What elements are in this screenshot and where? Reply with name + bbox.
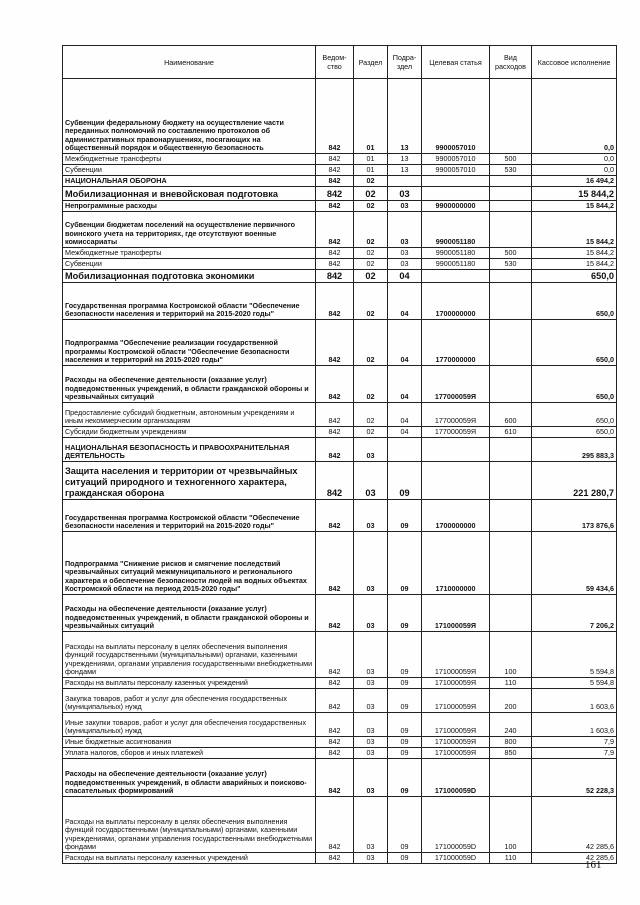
table-row xyxy=(63,532,617,595)
row-sum: 16 494,2 xyxy=(532,176,617,187)
row-sum: 173 876,6 xyxy=(532,500,617,532)
row-target: 171000059Я xyxy=(422,689,490,713)
row-name: Мобилизационная подготовка экономики xyxy=(63,270,316,283)
row-name: Расходы на выплаты персоналу казенных учреждений xyxy=(63,678,316,689)
row-target: 1710000000 xyxy=(422,532,490,595)
table-row xyxy=(63,176,617,187)
row-sum: 42 285,6 xyxy=(532,853,617,864)
row-dept: 842 xyxy=(316,737,354,748)
row-subsection: 09 xyxy=(388,595,422,632)
row-dept: 842 xyxy=(316,187,354,201)
row-type: 530 xyxy=(490,165,532,176)
row-type xyxy=(490,366,532,403)
row-subsection: 09 xyxy=(388,713,422,737)
page-number: 161 xyxy=(585,859,602,871)
row-section: 03 xyxy=(354,595,388,632)
row-section: 03 xyxy=(354,853,388,864)
table-row xyxy=(63,759,617,797)
row-name: Мобилизационная и вневойсковая подготовка xyxy=(63,187,316,201)
table-row xyxy=(63,248,617,259)
row-target: 9900057010 xyxy=(422,79,490,154)
row-section: 03 xyxy=(354,797,388,853)
row-target: 9900057010 xyxy=(422,165,490,176)
row-subsection xyxy=(388,176,422,187)
row-target: 177000059Я xyxy=(422,427,490,438)
row-name: Субсидии бюджетным учреждениям xyxy=(63,427,316,438)
table-row xyxy=(63,737,617,748)
row-section: 01 xyxy=(354,79,388,154)
row-section: 03 xyxy=(354,737,388,748)
row-name: Государственная программа Костромской области "Обеспечение безопасности населения и территорий на 2015-2020 годы" xyxy=(63,283,316,320)
row-subsection: 09 xyxy=(388,678,422,689)
table-row xyxy=(63,212,617,248)
row-subsection: 04 xyxy=(388,403,422,427)
row-sum: 650,0 xyxy=(532,427,617,438)
row-target: 171000059D xyxy=(422,853,490,864)
row-name: НАЦИОНАЛЬНАЯ ОБОРОНА xyxy=(63,176,316,187)
row-dept: 842 xyxy=(316,532,354,595)
row-subsection: 04 xyxy=(388,283,422,320)
row-section: 02 xyxy=(354,283,388,320)
row-section: 03 xyxy=(354,689,388,713)
row-dept: 842 xyxy=(316,403,354,427)
row-subsection: 03 xyxy=(388,212,422,248)
header-dept: Ведом-ство xyxy=(316,46,354,79)
table-row xyxy=(63,632,617,678)
row-target xyxy=(422,462,490,500)
row-target: 177000059Я xyxy=(422,366,490,403)
header-section: Раздел xyxy=(354,46,388,79)
row-dept: 842 xyxy=(316,79,354,154)
row-section: 03 xyxy=(354,678,388,689)
row-section: 02 xyxy=(354,248,388,259)
row-sum: 650,0 xyxy=(532,366,617,403)
row-target: 171000059Я xyxy=(422,595,490,632)
row-name: Расходы на выплаты персоналу в целях обеспечения выполнения функций государственными (муниципальными) органами, казенными учреждениями, органами управления государственными внебюджетными фондами xyxy=(63,797,316,853)
row-sum: 0,0 xyxy=(532,154,617,165)
table-body xyxy=(63,79,617,864)
row-type: 600 xyxy=(490,403,532,427)
row-section: 02 xyxy=(354,366,388,403)
row-subsection: 09 xyxy=(388,500,422,532)
row-target: 9900051180 xyxy=(422,259,490,270)
header-target: Целевая статья xyxy=(422,46,490,79)
row-section: 01 xyxy=(354,165,388,176)
row-dept: 842 xyxy=(316,270,354,283)
row-dept: 842 xyxy=(316,427,354,438)
row-subsection: 04 xyxy=(388,366,422,403)
row-section: 03 xyxy=(354,438,388,462)
row-dept: 842 xyxy=(316,248,354,259)
row-subsection: 04 xyxy=(388,320,422,366)
row-name: НАЦИОНАЛЬНАЯ БЕЗОПАСНОСТЬ И ПРАВООХРАНИТЕЛЬНАЯ ДЕЯТЕЛЬНОСТЬ xyxy=(63,438,316,462)
row-name: Расходы на обеспечение деятельности (оказание услуг) подведомственных учреждений, в области аварийных и поисково-спасательных формирований xyxy=(63,759,316,797)
row-type: 100 xyxy=(490,632,532,678)
header-subsection: Подра-здел xyxy=(388,46,422,79)
table-row xyxy=(63,187,617,201)
row-section: 02 xyxy=(354,320,388,366)
row-target: 9900000000 xyxy=(422,201,490,212)
row-subsection: 03 xyxy=(388,248,422,259)
row-sum: 15 844,2 xyxy=(532,248,617,259)
row-sum: 7,9 xyxy=(532,748,617,759)
row-name: Субвенции xyxy=(63,165,316,176)
table-row xyxy=(63,403,617,427)
row-target: 9900051180 xyxy=(422,212,490,248)
row-dept: 842 xyxy=(316,154,354,165)
row-type xyxy=(490,176,532,187)
row-type: 110 xyxy=(490,678,532,689)
table-row xyxy=(63,201,617,212)
row-name: Субвенции бюджетам поселений на осуществление первичного воинского учета на территориях, где отсутствуют военные комиссариаты xyxy=(63,212,316,248)
row-type xyxy=(490,759,532,797)
row-section: 02 xyxy=(354,270,388,283)
row-dept: 842 xyxy=(316,678,354,689)
row-type: 500 xyxy=(490,248,532,259)
table-row xyxy=(63,689,617,713)
row-dept: 842 xyxy=(316,165,354,176)
row-dept: 842 xyxy=(316,462,354,500)
row-dept: 842 xyxy=(316,320,354,366)
row-sum: 59 434,6 xyxy=(532,532,617,595)
row-sum: 15 844,2 xyxy=(532,201,617,212)
row-sum: 42 285,6 xyxy=(532,797,617,853)
row-sum: 650,0 xyxy=(532,320,617,366)
row-target: 171000059D xyxy=(422,759,490,797)
row-subsection: 09 xyxy=(388,689,422,713)
row-sum: 15 844,2 xyxy=(532,259,617,270)
row-name: Подпрограмма "Обеспечение реализации государственной программы Костромской области "Обеспечение безопасности населения и территорий на 2015-2020 годы" xyxy=(63,320,316,366)
row-sum: 1 603,6 xyxy=(532,689,617,713)
row-name: Иные бюджетные ассигнования xyxy=(63,737,316,748)
row-dept: 842 xyxy=(316,212,354,248)
row-target: 1700000000 xyxy=(422,500,490,532)
row-name: Субвенции федеральному бюджету на осуществление части переданных полномочий по составлению протоколов об административных правонарушениях, посягающих на общественный порядок и общественную безопасность xyxy=(63,79,316,154)
table-row xyxy=(63,270,617,283)
row-type: 200 xyxy=(490,689,532,713)
table-row xyxy=(63,500,617,532)
row-type xyxy=(490,320,532,366)
row-name: Непрограммные расходы xyxy=(63,201,316,212)
row-type: 110 xyxy=(490,853,532,864)
row-type xyxy=(490,201,532,212)
row-section: 02 xyxy=(354,212,388,248)
row-dept: 842 xyxy=(316,759,354,797)
table-row xyxy=(63,320,617,366)
table-row xyxy=(63,713,617,737)
row-type xyxy=(490,187,532,201)
row-subsection: 09 xyxy=(388,737,422,748)
row-target: 171000059Я xyxy=(422,713,490,737)
row-target: 9900057010 xyxy=(422,154,490,165)
row-type: 500 xyxy=(490,154,532,165)
table-row xyxy=(63,427,617,438)
row-target xyxy=(422,270,490,283)
row-subsection: 13 xyxy=(388,79,422,154)
row-type: 800 xyxy=(490,737,532,748)
table-row xyxy=(63,853,617,864)
row-subsection: 03 xyxy=(388,259,422,270)
row-dept: 842 xyxy=(316,259,354,270)
row-type xyxy=(490,595,532,632)
row-section: 03 xyxy=(354,713,388,737)
row-subsection: 09 xyxy=(388,797,422,853)
row-section: 03 xyxy=(354,500,388,532)
row-section: 02 xyxy=(354,187,388,201)
table-row xyxy=(63,462,617,500)
row-target: 1700000000 xyxy=(422,283,490,320)
row-type: 530 xyxy=(490,259,532,270)
table-row xyxy=(63,165,617,176)
row-subsection: 09 xyxy=(388,759,422,797)
row-subsection: 09 xyxy=(388,632,422,678)
table-row xyxy=(63,283,617,320)
row-name: Межбюджетные трансферты xyxy=(63,154,316,165)
row-sum: 0,0 xyxy=(532,79,617,154)
row-name: Уплата налогов, сборов и иных платежей xyxy=(63,748,316,759)
row-name: Расходы на выплаты персоналу казенных учреждений xyxy=(63,853,316,864)
row-name: Подпрограмма "Снижение рисков и смягчение последствий чрезвычайных ситуаций межмуниципального и регионального характера и обеспечение безопасности людей на водных объектах Костромской области на период 2015-2020 годы" xyxy=(63,532,316,595)
row-dept: 842 xyxy=(316,595,354,632)
row-dept: 842 xyxy=(316,500,354,532)
table-row xyxy=(63,259,617,270)
row-target xyxy=(422,438,490,462)
row-name: Расходы на выплаты персоналу в целях обеспечения выполнения функций государственными (муниципальными) органами, казенными учреждениями, органами управления государственными внебюджетными фондами xyxy=(63,632,316,678)
row-sum: 5 594,8 xyxy=(532,678,617,689)
row-target: 171000059D xyxy=(422,797,490,853)
row-dept: 842 xyxy=(316,713,354,737)
row-name: Иные закупки товаров, работ и услуг для обеспечения государственных (муниципальных) нужд xyxy=(63,713,316,737)
row-section: 01 xyxy=(354,154,388,165)
row-section: 02 xyxy=(354,427,388,438)
row-name: Государственная программа Костромской области "Обеспечение безопасности населения и территорий на 2015-2020 годы" xyxy=(63,500,316,532)
row-dept: 842 xyxy=(316,689,354,713)
row-subsection: 09 xyxy=(388,853,422,864)
row-dept: 842 xyxy=(316,201,354,212)
row-dept: 842 xyxy=(316,853,354,864)
row-subsection: 13 xyxy=(388,165,422,176)
row-name: Расходы на обеспечение деятельности (оказание услуг) подведомственных учреждений, в области гражданской обороны и чрезвычайных ситуаций xyxy=(63,366,316,403)
row-subsection: 13 xyxy=(388,154,422,165)
row-section: 02 xyxy=(354,201,388,212)
row-subsection: 04 xyxy=(388,270,422,283)
row-sum: 7,9 xyxy=(532,737,617,748)
row-dept: 842 xyxy=(316,366,354,403)
row-type: 100 xyxy=(490,797,532,853)
row-dept: 842 xyxy=(316,438,354,462)
row-subsection: 03 xyxy=(388,201,422,212)
row-sum: 221 280,7 xyxy=(532,462,617,500)
row-type xyxy=(490,79,532,154)
row-subsection: 09 xyxy=(388,532,422,595)
row-dept: 842 xyxy=(316,748,354,759)
table-row xyxy=(63,366,617,403)
row-target: 171000059Я xyxy=(422,737,490,748)
row-type xyxy=(490,212,532,248)
row-sum: 5 594,8 xyxy=(532,632,617,678)
table-header-row xyxy=(63,46,617,79)
row-section: 02 xyxy=(354,259,388,270)
row-type: 610 xyxy=(490,427,532,438)
row-sum: 650,0 xyxy=(532,270,617,283)
row-name: Закупка товаров, работ и услуг для обеспечения государственных (муниципальных) нужд xyxy=(63,689,316,713)
header-sum: Кассовое исполнение xyxy=(532,46,617,79)
row-sum: 15 844,2 xyxy=(532,212,617,248)
row-target: 9900051180 xyxy=(422,248,490,259)
row-sum: 52 228,3 xyxy=(532,759,617,797)
row-sum: 0,0 xyxy=(532,165,617,176)
row-target xyxy=(422,187,490,201)
row-sum: 1 603,6 xyxy=(532,713,617,737)
row-name: Расходы на обеспечение деятельности (оказание услуг) подведомственных учреждений, в области гражданской обороны и чрезвычайных ситуаций xyxy=(63,595,316,632)
row-type: 240 xyxy=(490,713,532,737)
row-name: Межбюджетные трансферты xyxy=(63,248,316,259)
row-sum: 15 844,2 xyxy=(532,187,617,201)
row-subsection: 03 xyxy=(388,187,422,201)
row-type xyxy=(490,500,532,532)
row-subsection xyxy=(388,438,422,462)
header-name: Наименование xyxy=(63,46,316,79)
row-target: 1770000000 xyxy=(422,320,490,366)
row-target: 171000059Я xyxy=(422,632,490,678)
row-dept: 842 xyxy=(316,283,354,320)
table-row xyxy=(63,797,617,853)
table-row xyxy=(63,748,617,759)
budget-table xyxy=(62,45,617,864)
row-subsection: 04 xyxy=(388,427,422,438)
row-section: 03 xyxy=(354,532,388,595)
row-target: 177000059Я xyxy=(422,403,490,427)
row-subsection: 09 xyxy=(388,462,422,500)
row-dept: 842 xyxy=(316,797,354,853)
row-sum: 7 206,2 xyxy=(532,595,617,632)
row-section: 03 xyxy=(354,632,388,678)
row-dept: 842 xyxy=(316,632,354,678)
row-sum: 650,0 xyxy=(532,283,617,320)
row-target: 171000059Я xyxy=(422,748,490,759)
row-sum: 650,0 xyxy=(532,403,617,427)
row-type: 850 xyxy=(490,748,532,759)
row-target xyxy=(422,176,490,187)
row-section: 03 xyxy=(354,759,388,797)
row-section: 02 xyxy=(354,176,388,187)
row-name: Предоставление субсидий бюджетным, автономным учреждениям и иным некоммерческим организациям xyxy=(63,403,316,427)
row-type xyxy=(490,270,532,283)
row-dept: 842 xyxy=(316,176,354,187)
row-name: Защита населения и территории от чрезвычайных ситуаций природного и техногенного характера, гражданская оборона xyxy=(63,462,316,500)
table-row xyxy=(63,438,617,462)
table-row xyxy=(63,154,617,165)
row-section: 02 xyxy=(354,403,388,427)
row-type xyxy=(490,283,532,320)
row-section: 03 xyxy=(354,462,388,500)
table-row xyxy=(63,595,617,632)
table-row xyxy=(63,678,617,689)
row-type xyxy=(490,438,532,462)
row-section: 03 xyxy=(354,748,388,759)
row-sum: 295 883,3 xyxy=(532,438,617,462)
row-type xyxy=(490,462,532,500)
header-type: Вид расходов xyxy=(490,46,532,79)
row-type xyxy=(490,532,532,595)
row-subsection: 09 xyxy=(388,748,422,759)
row-name: Субвенции xyxy=(63,259,316,270)
table-row xyxy=(63,79,617,154)
row-target: 171000059Я xyxy=(422,678,490,689)
